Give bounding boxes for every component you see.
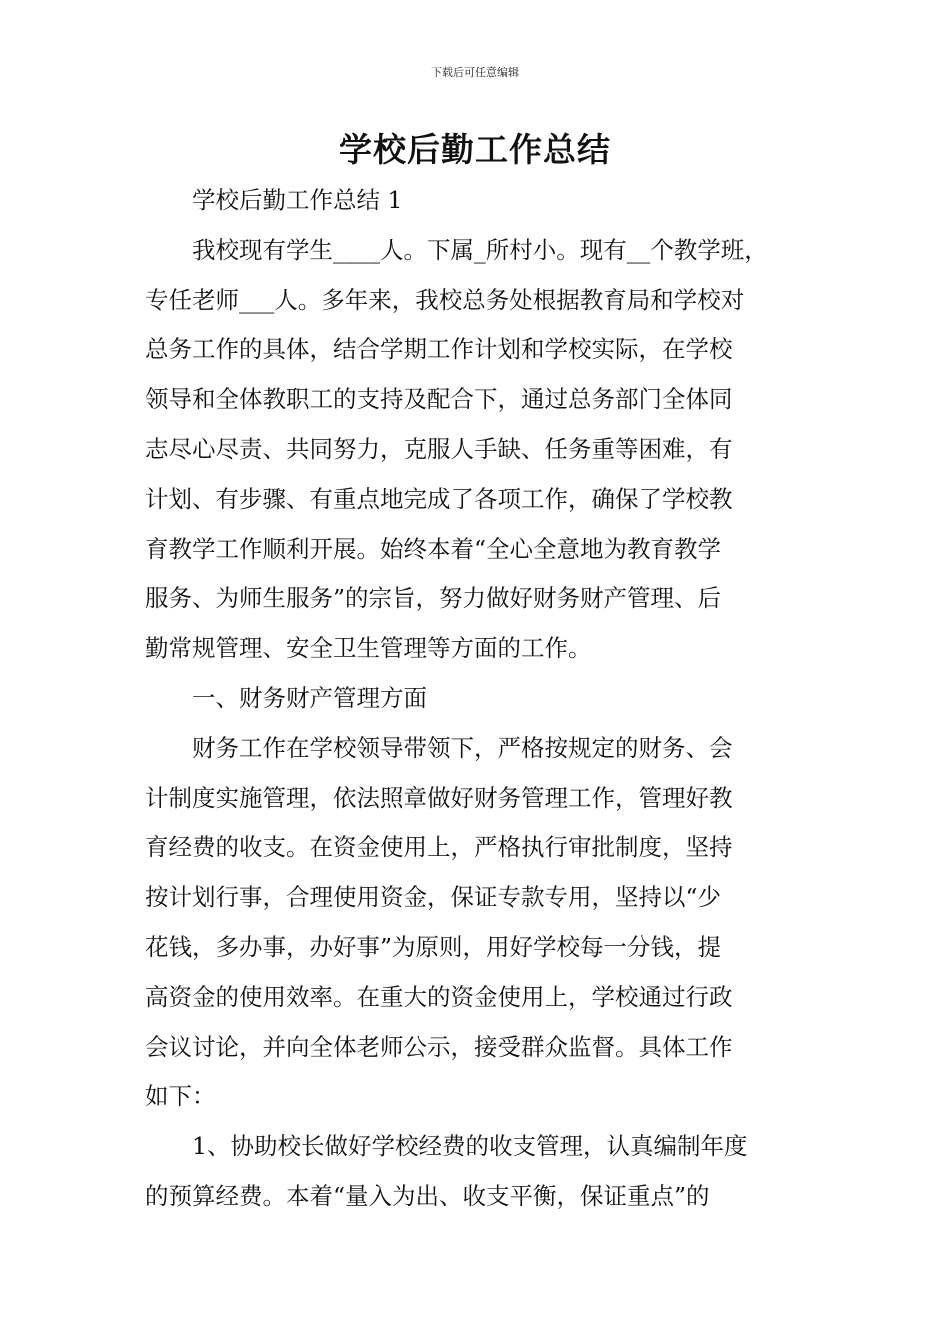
paragraph-line: 志尽心尽责、共同努力，克服人手缺、任务重等困难，有	[145, 434, 733, 463]
paragraph-line: 财务工作在学校领导带领下，严格按规定的财务、会	[192, 733, 733, 762]
paragraph-line: 如下：	[145, 1082, 216, 1111]
paragraph-item-1	[145, 1122, 813, 1222]
paragraph-line: 高资金的使用效率。在重大的资金使用上，学校通过行政	[145, 982, 733, 1011]
header-note: 下载后可任意编辑	[431, 66, 519, 79]
paragraph-line: 会议讨论，并向全体老师公示，接受群众监督。具体工作	[145, 1032, 733, 1061]
section-heading-finance	[145, 674, 813, 724]
paragraph-finance	[145, 724, 813, 1122]
paragraph-line: 育教学工作顺利开展。始终本着“全心全意地为教育教学	[145, 534, 722, 563]
paragraph-line: 的预算经费。本着“量入为出、收支平衡，保证重点”的	[145, 1181, 710, 1210]
paragraph-line: 总务工作的具体，结合学期工作计划和学校实际，在学校	[145, 335, 733, 364]
paragraph-line: 计制度实施管理，依法照章做好财务管理工作，管理好教	[145, 783, 733, 812]
subtitle-line: 学校后勤工作总结 1	[192, 186, 403, 214]
paragraph-line: 按计划行事，合理使用资金，保证专款专用，坚持以“少	[145, 883, 722, 912]
paragraph-line: 我校现有学生____人。下属_所村小。现有__个教学班，	[192, 235, 768, 264]
paragraph-line: 育经费的收支。在资金使用上，严格执行审批制度，坚持	[145, 833, 733, 862]
paragraph-intro	[145, 226, 813, 674]
paragraph-line: 花钱，多办事，办好事”为原则，用好学校每一分钱，提	[145, 932, 722, 961]
paragraph-line: 专任老师___人。多年来，我校总务处根据教育局和学校对	[145, 285, 745, 314]
document-title: 学校后勤工作总结	[339, 130, 611, 169]
paragraph-line: 领导和全体教职工的支持及配合下，通过总务部门全体同	[145, 385, 733, 414]
paragraph-line: 计划、有步骤、有重点地完成了各项工作，确保了学校教	[145, 484, 733, 513]
section-heading-line: 一、财务财产管理方面	[192, 683, 427, 712]
paragraph-line: 服务、为师生服务”的宗旨，努力做好财务财产管理、后	[145, 584, 722, 613]
paragraph-line: 1、协助校长做好学校经费的收支管理，认真编制年度	[192, 1132, 748, 1161]
document-body	[145, 176, 813, 1222]
paragraph-line: 勤常规管理、安全卫生管理等方面的工作。	[145, 634, 592, 663]
section-heading	[145, 176, 813, 226]
